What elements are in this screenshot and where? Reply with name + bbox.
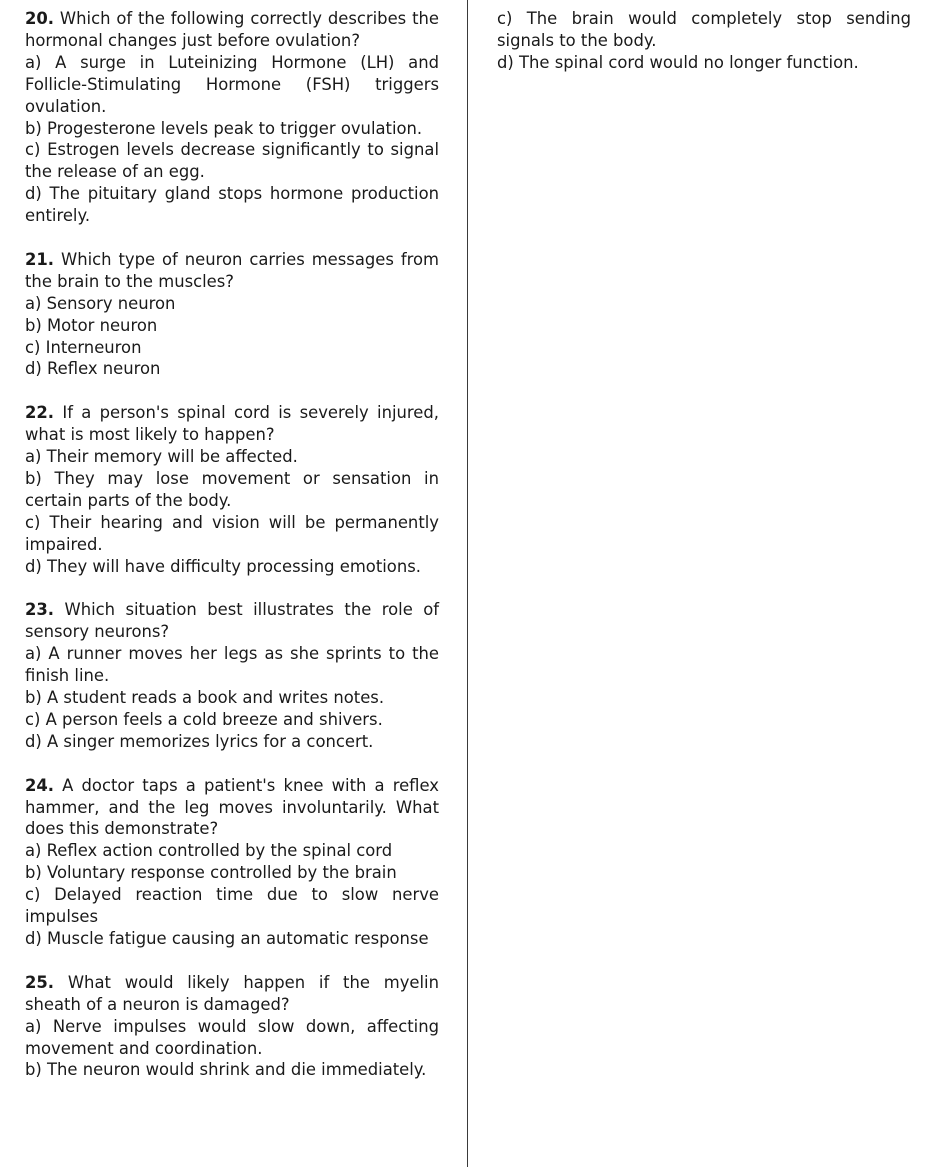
option-c: c) Interneuron (25, 337, 142, 357)
left-column (25, 8, 439, 1103)
option-d: d) The spinal cord would no longer function. (497, 52, 859, 72)
question-text (25, 972, 439, 1016)
column-divider (467, 0, 468, 1167)
option-a: a) Nerve impulses would slow down, affecting movement and coordination. (25, 1016, 439, 1058)
option-d: d) Reflex neuron (25, 359, 161, 379)
option-b: b) Progesterone levels peak to trigger ovulation. (25, 118, 423, 138)
question-20 (25, 8, 439, 227)
question-text (25, 599, 439, 643)
option-c: c) The brain would completely stop sending signals to the body. (497, 9, 911, 50)
question-stem: A doctor taps a patient's knee with a reflex hammer, and the leg moves involuntarily. What does this demonstrate? (25, 775, 439, 839)
question-text (25, 775, 439, 841)
question-text (25, 8, 439, 52)
question-text (25, 249, 439, 293)
question-25 (25, 972, 439, 1082)
option-b: b) Voluntary response controlled by the brain (25, 863, 397, 883)
option-a: a) Sensory neuron (25, 293, 176, 313)
option-c: c) Delayed reaction time due to slow nerve impulses (25, 885, 439, 927)
question-number: 21. (25, 249, 55, 269)
option-d: d) The pituitary gland stops hormone production entirely. (25, 184, 439, 226)
option-d: d) A singer memorizes lyrics for a concert. (25, 731, 374, 751)
question-number: 23. (25, 600, 55, 620)
question-25-continued (497, 8, 911, 74)
option-a: a) A runner moves her legs as she sprints to the finish line. (25, 644, 439, 686)
question-stem: What would likely happen if the myelin sheath of a neuron is damaged? (25, 972, 439, 1014)
question-22 (25, 402, 439, 577)
option-d: d) Muscle fatigue causing an automatic response (25, 929, 429, 948)
question-number: 22. (25, 403, 55, 423)
question-text (25, 402, 439, 446)
option-b: b) The neuron would shrink and die immediately. (25, 1060, 427, 1080)
option-b: b) They may lose movement or sensation in certain parts of the body. (25, 469, 439, 510)
option-c: c) Estrogen levels decrease significantly to signal the release of an egg. (25, 140, 439, 182)
question-21 (25, 249, 439, 380)
option-a: a) A surge in Luteinizing Hormone (LH) and Follicle-Stimulating Hormone (FSH) triggers ovulation. (25, 52, 439, 116)
option-a: a) Reflex action controlled by the spinal cord (25, 841, 393, 861)
question-23 (25, 599, 439, 752)
question-stem: Which of the following correctly describes the hormonal changes just before ovulation? (25, 9, 439, 50)
option-b: b) Motor neuron (25, 315, 158, 335)
question-stem: If a person's spinal cord is severely injured, what is most likely to happen? (25, 403, 440, 445)
option-a: a) Their memory will be affected. (25, 447, 298, 467)
question-24 (25, 775, 439, 950)
question-stem: Which situation best illustrates the role of sensory neurons? (25, 600, 439, 642)
question-number: 20. (25, 9, 55, 28)
option-d: d) They will have difficulty processing emotions. (25, 556, 421, 576)
question-number: 25. (25, 972, 55, 992)
option-c: c) A person feels a cold breeze and shivers. (25, 709, 383, 729)
option-c: c) Their hearing and vision will be permanently impaired. (25, 512, 439, 554)
option-b: b) A student reads a book and writes notes. (25, 688, 385, 708)
question-stem: Which type of neuron carries messages from the brain to the muscles? (25, 249, 439, 291)
right-column (497, 8, 911, 96)
question-number: 24. (25, 775, 55, 795)
